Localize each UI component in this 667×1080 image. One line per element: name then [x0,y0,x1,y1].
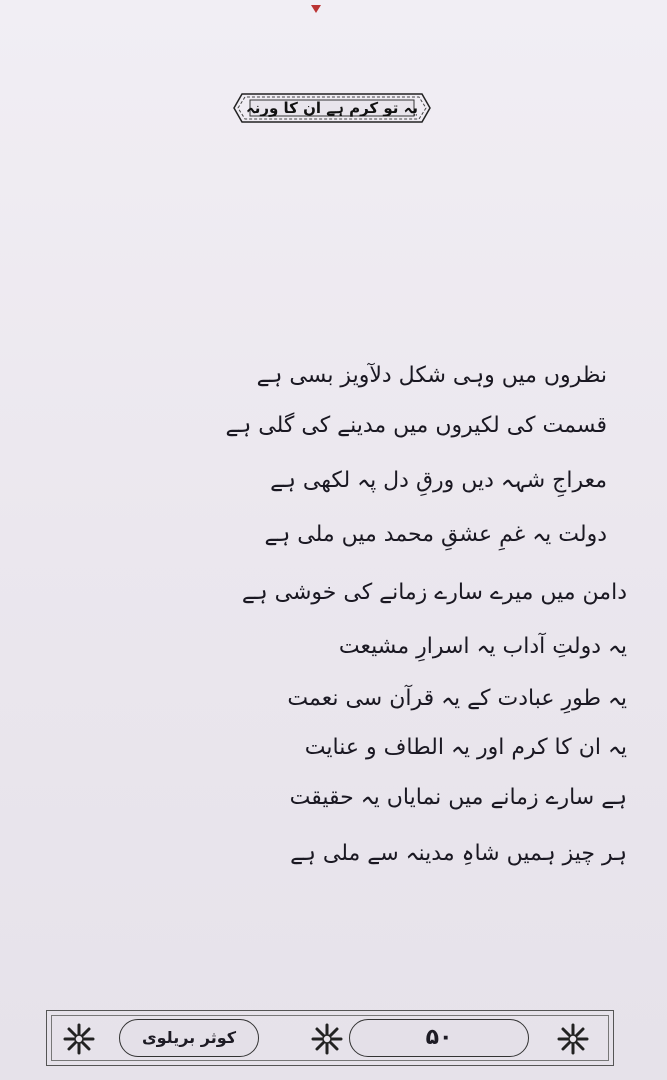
poem-line: ہر چیز ہمیں شاہِ مدینہ سے ملی ہے [290,841,627,866]
poem-line: ہے سارے زمانے میں نمایاں یہ حقیقت [289,785,627,810]
poem-line: یہ دولتِ آداب یہ اسرارِ مشیعت [338,634,627,659]
page-number: ۵۰ [349,1019,529,1057]
flower-ornament-icon [309,1021,345,1057]
poem-line: دامن میں میرے سارے زمانے کی خوشی ہے [241,580,627,605]
header-title: یہ تو کرم ہے ان کا ورنہ [245,99,419,117]
flower-ornament-icon [555,1021,591,1057]
footer [46,1010,614,1066]
poem-line: معراجِ شہہ دیں ورقِ دل پہ لکھی ہے [270,468,607,493]
poem-line: قسمت کی لکیروں میں مدینے کی گلی ہے [225,413,607,438]
poem-line: دولت یہ غمِ عشقِ محمد میں ملی ہے [264,522,607,547]
poem-line: یہ طورِ عبادت کے یہ قرآن سی نعمت [287,686,627,711]
poem-line: یہ ان کا کرم اور یہ الطاف و عنایت [304,735,627,760]
author-name: کوثر بریلوی [119,1019,259,1057]
flower-ornament-icon [61,1021,97,1057]
poem-line: نظروں میں وہی شکل دلآویز بسی ہے [256,363,607,388]
